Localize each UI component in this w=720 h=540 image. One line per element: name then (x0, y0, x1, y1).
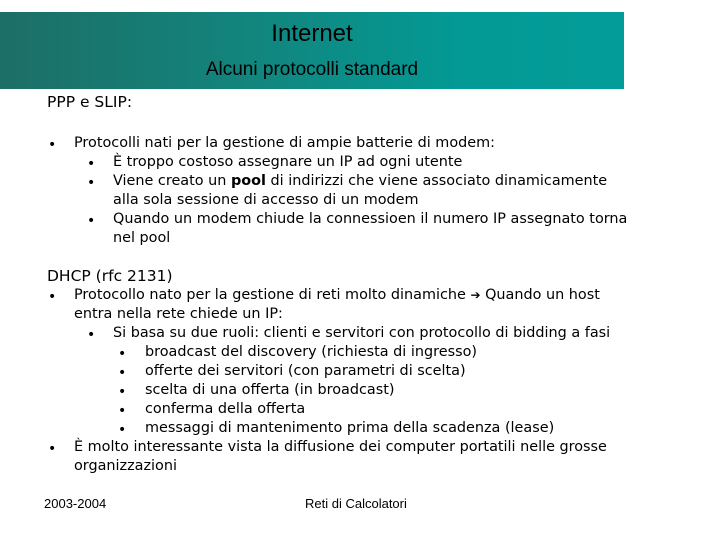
phase-item: broadcast del discovery (richiesta di ingresso) (145, 344, 477, 360)
bullet: • (48, 289, 57, 305)
bullet: • (87, 175, 96, 191)
list-item-dhcp-origin (74, 286, 600, 305)
bullet: • (118, 346, 127, 362)
pool-text-pre: Viene creato un (113, 173, 231, 189)
arrow-icon: ➔ (470, 288, 481, 302)
bullet: • (118, 365, 127, 381)
page-subtitle: Alcuni protocolli standard (205, 59, 419, 80)
bullet: • (118, 384, 127, 400)
bullet: • (87, 327, 96, 343)
list-item-laptops: È molto interessante vista la diffusione dei computer portatili nelle grosse (74, 439, 607, 455)
dhcp-text-post: Quando un host (480, 287, 600, 303)
footer-course: Reti di Calcolatori (305, 496, 407, 511)
page-title: Internet (271, 20, 353, 47)
footer-year: 2003-2004 (44, 496, 107, 511)
pool-text-post: di indirizzi che viene associato dinamicamente (265, 173, 608, 189)
list-item-modem-close: Quando un modem chiude la connessioen il numero IP assegnato torna (113, 211, 628, 227)
list-item-pool (113, 172, 607, 191)
bullet: • (87, 213, 96, 229)
phase-item: scelta di una offerta (in broadcast) (145, 382, 395, 398)
bullet: • (87, 156, 96, 172)
list-item-ppp-origin: Protocolli nati per la gestione di ampie batterie di modem: (74, 135, 495, 151)
section-heading-ppp: PPP e SLIP: (47, 93, 133, 111)
section-heading-dhcp: DHCP (rfc 2131) (47, 267, 173, 285)
pool-keyword: pool (230, 173, 266, 189)
list-item-ip-cost: È troppo costoso assegnare un IP ad ogni utente (113, 154, 463, 170)
phase-item: conferma della offerta (145, 401, 306, 417)
list-item-pool-line2: alla sola sessione di accesso di un modem (113, 192, 419, 208)
phase-item: offerte dei servitori (con parametri di scelta) (145, 363, 466, 379)
bullet: • (48, 441, 57, 457)
bullet: • (118, 403, 127, 419)
list-item-laptops-line2: organizzazioni (74, 458, 177, 474)
list-item-dhcp-origin-line2: entra nella rete chiede un IP: (74, 306, 283, 322)
phase-item: messaggi di mantenimento prima della scadenza (lease) (145, 420, 555, 436)
list-item-roles: Si basa su due ruoli: clienti e servitori con protocollo di bidding a fasi (113, 325, 611, 341)
dhcp-text-pre: Protocollo nato per la gestione di reti molto dinamiche (74, 287, 471, 303)
bullet: • (118, 422, 127, 438)
list-item-modem-close-line2: nel pool (113, 230, 171, 246)
bullet: • (48, 137, 57, 153)
